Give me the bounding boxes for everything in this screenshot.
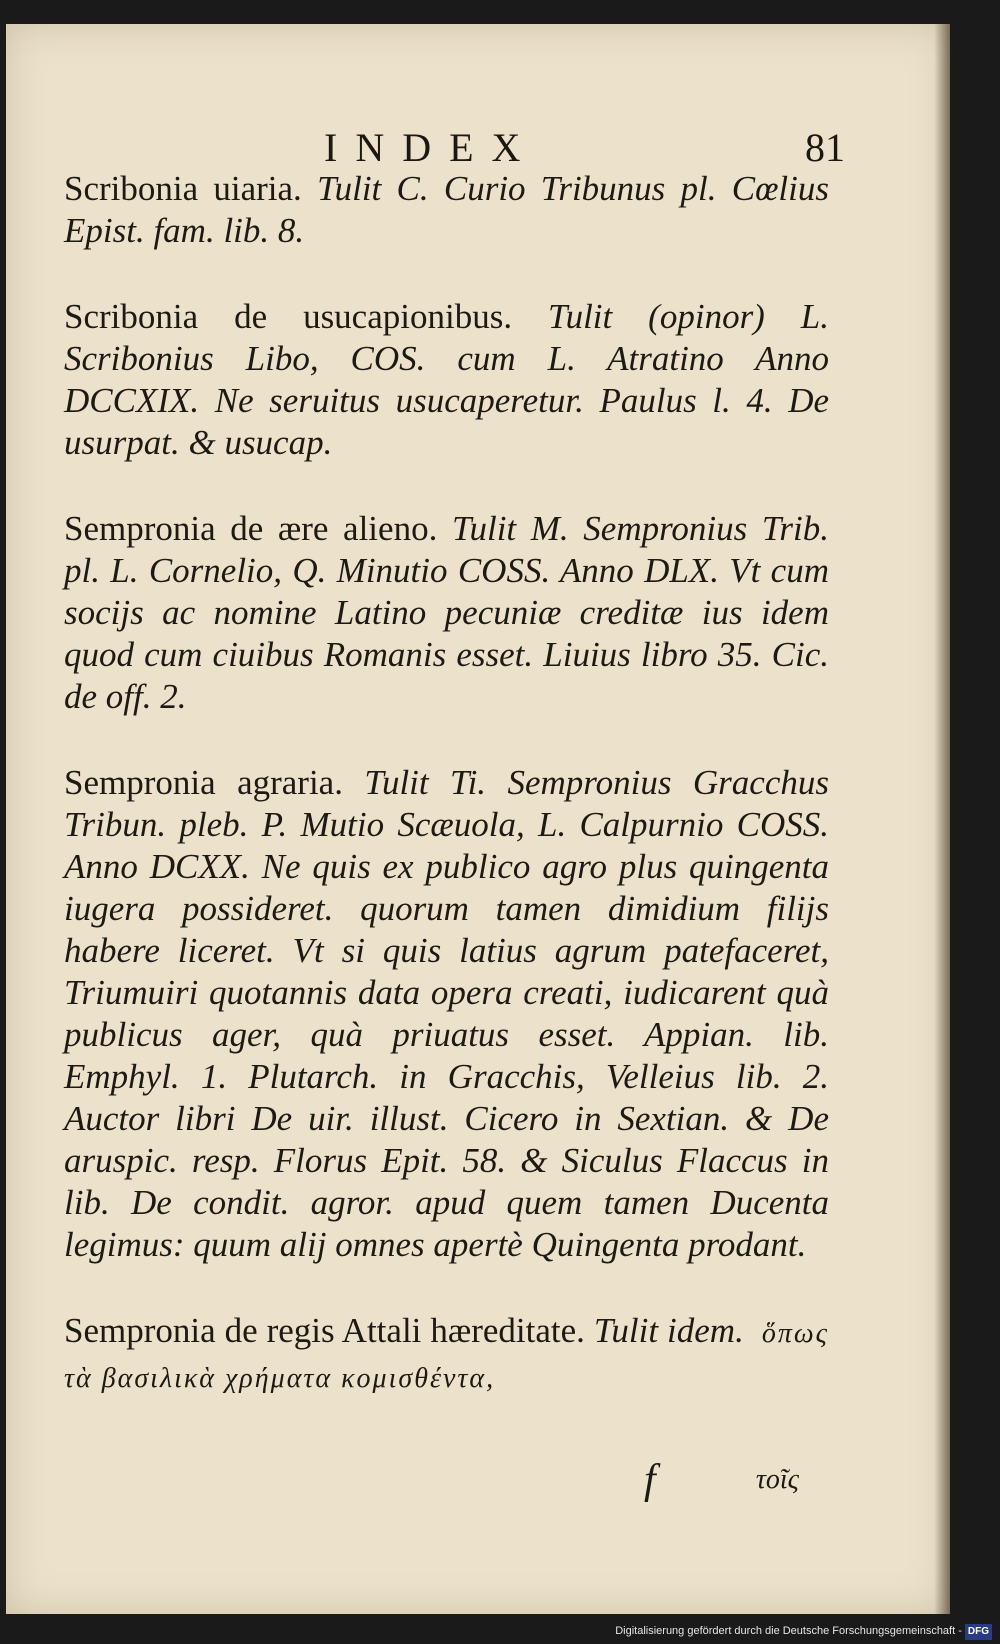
catchword: τοῖς bbox=[755, 1464, 799, 1495]
header-title: INDEX bbox=[324, 125, 539, 170]
entry-heading: Sempronia de ære alieno. bbox=[64, 509, 438, 548]
entry-body: Tulit C. Curio Tribunus pl. Cœlius Epist. fam. lib. 8. bbox=[64, 169, 830, 250]
entry-body: Tulit (opinor) L. Scribonius Libo, COS. cum L. Atratino Anno DCCXIX. Ne seruitus usucaperetur. Paulus l. 4. De usurpat. & usucap. bbox=[64, 297, 830, 462]
entry-heading: Sempronia agraria. bbox=[64, 763, 343, 802]
dfg-logo: DFG bbox=[965, 1624, 992, 1640]
index-entry bbox=[64, 508, 829, 718]
digitization-credit bbox=[615, 1623, 992, 1639]
entry-body: Tulit Ti. Sempronius Gracchus Tribun. pleb. P. Mutio Scæuola, L. Calpurnio COSS. Anno DCXX. Ne quis ex publico agro plus quingenta iugera possideret. quorum tamen dimidium filijs habere liceret. Vt si quis latius agrum patefaceret, Triumuiri quotannis data opera creati, iudicarent quà publicus ager, quà priuatus esset. Appian. lib. Emphyl. 1. Plutarch. in Gracchis, Velleius lib. 2. Auctor libri De uir. illust. Cicero in Sextian. & De aruspic. resp. Florus Epit. 58. & Siculus Flaccus in lib. De condit. agror. apud quem tamen Ducenta legimus: quum alij omnes apertè Quingenta prodant. bbox=[64, 763, 829, 1264]
page-footer bbox=[64, 1458, 829, 1508]
index-entry bbox=[64, 296, 829, 464]
greek-text: ὅπως τὰ βασιλικὰ χρήματα κομισθέντα, bbox=[64, 1318, 829, 1394]
index-entries bbox=[64, 168, 829, 1444]
running-header bbox=[6, 124, 950, 174]
entry-body: Tulit M. Sempronius Trib. pl. L. Cornelio, Q. Minutio COSS. Anno DLX. Vt cum socijs ac nomine Latino pecuniæ creditæ ius idem quod cum ciuibus Romanis esset. Liuius libro 35. Cic. de off. 2. bbox=[64, 509, 830, 716]
index-entry bbox=[64, 762, 829, 1266]
book-page bbox=[6, 24, 950, 1614]
entry-heading: Scribonia uiaria. bbox=[64, 169, 302, 208]
index-entry bbox=[64, 168, 829, 252]
index-entry bbox=[64, 1310, 829, 1400]
entry-heading: Scribonia de usucapionibus. bbox=[64, 297, 513, 336]
entry-heading: Sempronia de regis Attali hæreditate. bbox=[64, 1311, 585, 1350]
signature-mark: f bbox=[644, 1457, 656, 1503]
entry-body: Tulit idem. bbox=[593, 1311, 744, 1350]
page-number: 81 bbox=[805, 125, 845, 170]
credit-text: Digitalisierung gefördert durch die Deutsche Forschungsgemeinschaft - bbox=[615, 1625, 962, 1637]
